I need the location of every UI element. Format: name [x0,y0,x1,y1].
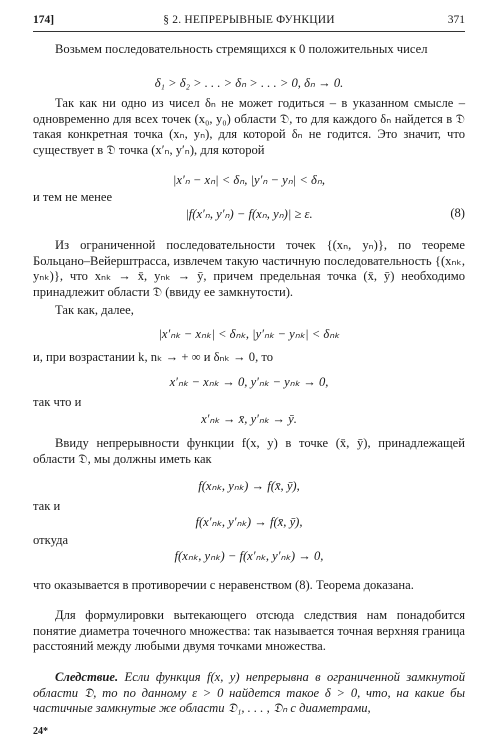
formula: δ₁ > δ₂ > . . . > δₙ > . . . > 0, δₙ → 0. [154,76,344,90]
formula: x′ₙₖ → x̄, y′ₙₖ → ȳ. [201,412,297,426]
corollary [33,670,465,717]
paragraph: так и [33,499,61,513]
paragraph: и тем не менее [33,190,113,204]
formula: |f(x′ₙ, y′ₙ) − f(xₙ, yₙ)| ≥ ε. [185,207,313,221]
header-rule [33,31,465,32]
paragraph: что оказывается в противоречии с неравенством (8). Теорема доказана. [33,578,414,592]
corollary-text: Если функция f(x, y) непрерывна в ограниченной замкнутой области 𝔇, то по данному ε > 0 найдется такое δ > 0, что, на какие бы частичные замкнутые же области 𝔇₁, . . . , 𝔇ₙ с диаметрами, [33,670,465,715]
formula: |x′ₙₖ − xₙₖ| < δₙₖ, |y′ₙₖ − yₙₖ| < δₙₖ [158,327,340,341]
signature-mark: 24* [33,726,48,737]
paragraph: Так как, далее, [55,303,134,317]
formula: x′ₙₖ − xₙₖ → 0, y′ₙₖ − yₙₖ → 0, [169,375,329,389]
running-header [33,14,465,30]
formula: f(xₙₖ, yₙₖ) → f(x̄, ȳ), [198,479,300,493]
paragraph: Возьмем последовательность стремящихся к 0 положительных чисел [55,42,428,56]
formula: f(x′ₙₖ, y′ₙₖ) → f(x̄, ȳ), [195,515,303,529]
corollary-label: Следствие. [55,670,119,684]
paragraph: Так как ни одно из чисел δₙ не может годиться – в указанном смысле – одновременно для всех точек (x₀, y₀) области 𝔇, то для каждого δₙ найдется в 𝔇 такая конкретная точка (xₙ, yₙ), для которой δₙ не годится. Это значит, что существует в 𝔇 точка (x′ₙ, y′ₙ), для которой [33,96,465,157]
paragraph: Ввиду непрерывности функции f(x, y) в точке (x̄, ȳ), принадлежащей области 𝔇, мы должны иметь как [33,436,465,466]
equation-number: (8) [450,206,465,220]
formula: f(xₙₖ, yₙₖ) − f(x′ₙₖ, y′ₙₖ) → 0, [174,549,324,563]
paragraph: и, при возрастании k, nₖ → + ∞ и δₙₖ → 0, то [33,350,274,364]
paragraph: откуда [33,533,69,547]
page-number: 371 [447,14,465,26]
paragraph: Для формулировки вытекающего отсюда следствия нам понадобится понятие диаметра точечного множества: так называется точная верхняя граница расстояний между любыми двумя точками множества. [33,608,465,653]
formula: |x′ₙ − xₙ| < δₙ, |y′ₙ − yₙ| < δₙ, [172,173,326,187]
section-title: § 2. НЕПРЕРЫВНЫЕ ФУНКЦИИ [163,14,335,26]
section-number: 174] [33,14,55,26]
paragraph: Из ограниченной последовательности точек {(xₙ, yₙ)}, по теореме Больцано–Вейерштрасса, извлечем такую частичную последовательность {(xₙₖ, yₙₖ)}, что xₙₖ → x̄, yₙₖ → ȳ, причем предельная точка (x̄, ȳ) необходимо принадлежит области 𝔇 (ввиду ее замкнутости). [33,238,465,299]
paragraph: так что и [33,395,82,409]
